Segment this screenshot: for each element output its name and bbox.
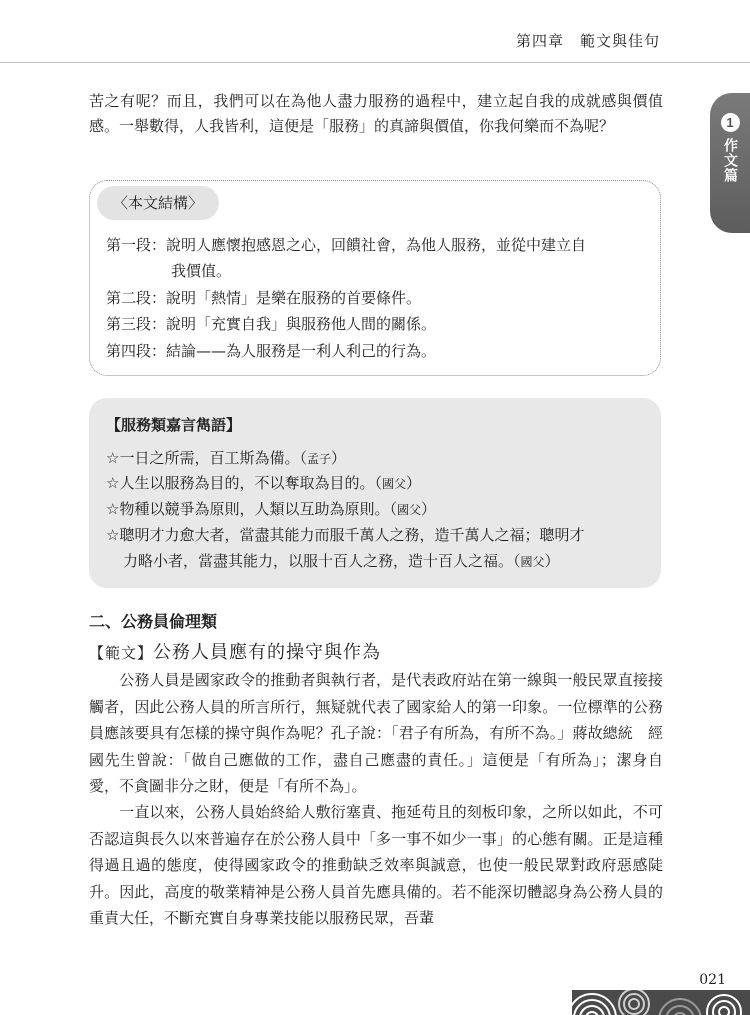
quote-text: ☆一日之所需，百工斯為備。（ (106, 449, 307, 467)
structure-line: 第三段：說明「充實自我」與服務他人間的關係。 (106, 315, 437, 333)
quote-close: ） (420, 500, 436, 518)
header-rule (0, 62, 750, 63)
quote-close: ） (405, 474, 421, 492)
quote-source: 國父 (396, 503, 421, 517)
quote-text: ☆人生以服務為目的，不以奪取為目的。（ (106, 474, 382, 492)
quote-text: ☆聰明才力愈大者，當盡其能力而服千萬人之務，造千萬人之福；聰明才 (106, 526, 585, 544)
decorative-circles (572, 990, 750, 1015)
quotes-title: 【服務類嘉言雋語】 (106, 416, 242, 434)
body-paragraph: 一直以來，公務人員始終給人敷衍塞責、拖延苟且的刻板印象，之所以如此，不可否認這與長久以來普遍存在於公務人員中「多一事不如少一事」的心態有關。正是這種得過且過的態度，使得國家政令的推動缺乏效率與誠意，也使一般民眾對政府惡感陡升。因此，高度的敬業精神是公務人員首先應具備的。若不能深切體認身為公務人員的重責大任，不斷充實自身專業技能以服務民眾，吾輩 (89, 803, 663, 927)
structure-line: 第四段：結論——為人服務是一利人利己的行為。 (106, 342, 437, 360)
structure-line: 第二段：說明「熱情」是樂在服務的首要條件。 (106, 289, 422, 307)
side-tab-number: 1 (721, 113, 740, 132)
quote-item (123, 549, 560, 574)
example-label: 【範文】 (89, 644, 154, 662)
quote-item (106, 523, 584, 547)
side-tab (710, 93, 750, 233)
quote-source: 國父 (381, 477, 406, 491)
example-title: 公務人員應有的操守與作為 (153, 642, 382, 663)
structure-title: 〈本文結構〉 (97, 186, 219, 220)
quote-item (106, 446, 346, 471)
quote-text: 力略小者，當盡其能力，以服十百人之務，造十百人之福。（ (123, 552, 521, 570)
quote-item (106, 471, 421, 496)
section-heading: 二、公務員倫理類 (89, 612, 218, 631)
quote-item (106, 497, 436, 522)
chapter-header-title: 第四章 範文與佳句 (515, 32, 660, 50)
quote-text: ☆物種以競爭為原則，人類以互助為原則。（ (106, 500, 397, 518)
structure-line: 第一段：說明人應懷抱感恩之心，回饋社會，為他人服務，並從中建立自 (106, 236, 587, 254)
quote-source: 孟子 (306, 452, 331, 466)
quote-close: ） (330, 449, 346, 467)
quote-close: ） (544, 552, 560, 570)
side-tab-label: 作文篇 (722, 138, 738, 183)
page-number: 021 (699, 972, 726, 988)
body-paragraph: 公務人員是國家政令的推動者與執行者，是代表政府站在第一線與一般民眾直接接觸者，因此公務人員的所言所行，無疑就代表了國家給人的第一印象。一位標準的公務員應該要具有怎樣的操守與作為呢？孔子說：「君子有所為，有所不為。」蔣故總統 經國先生曾說：「做自己應做的工作，盡自己應盡的責任。」這便是「有所為」；潔身自愛，不貪圖非分之財，便是「有所不為」。 (89, 671, 663, 795)
intro-paragraph: 苦之有呢？而且，我們可以在為他人盡力服務的過程中，建立起自我的成就感與價值感。一舉數得，人我皆利，這便是「服務」的真諦與價值，你我何樂而不為呢？ (89, 92, 663, 135)
structure-line: 我價值。 (171, 262, 232, 280)
quote-source: 國父 (520, 555, 545, 569)
example-heading (89, 638, 381, 664)
